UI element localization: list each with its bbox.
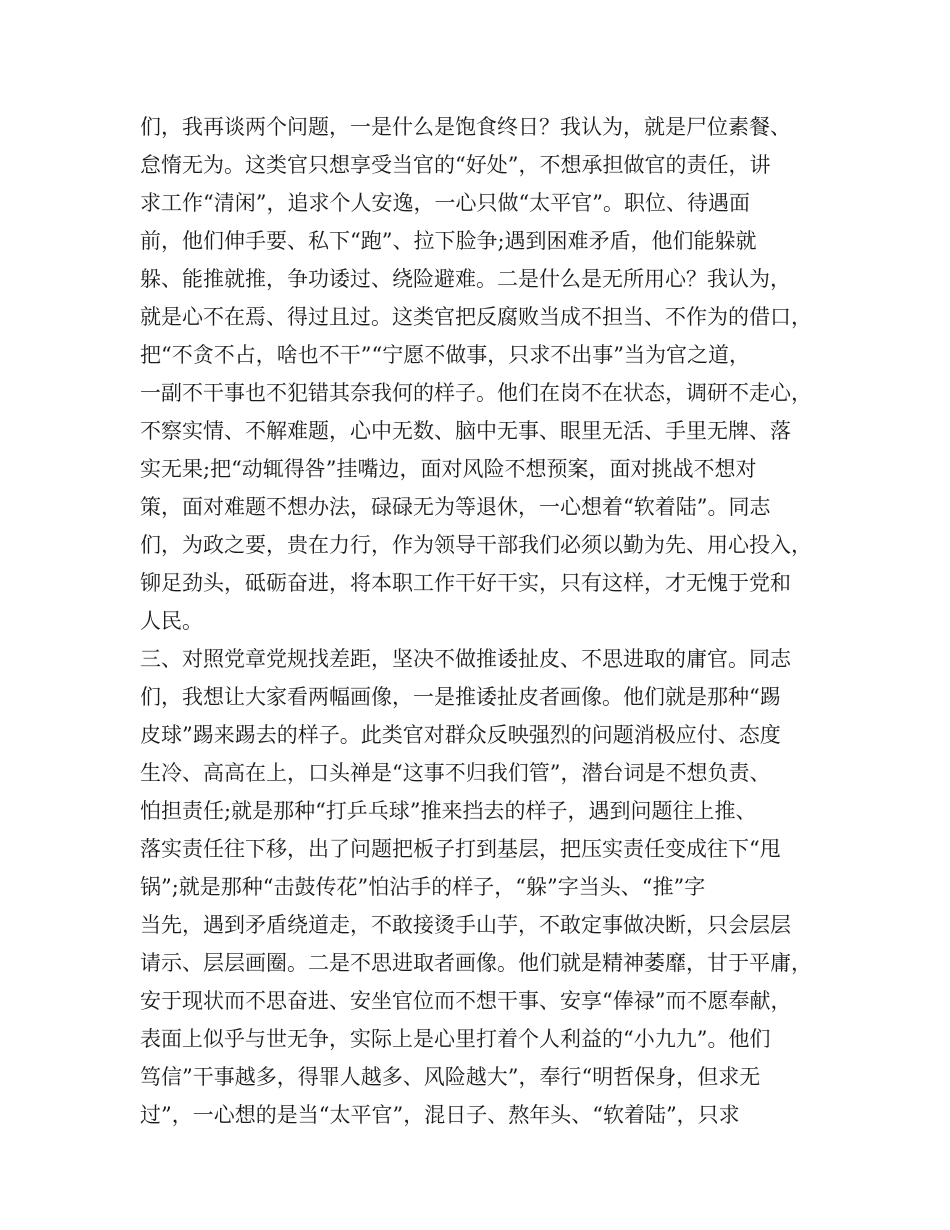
text-line: 请示、层层画圈。二是不思进取者画像。他们就是精神萎靡，甘于平庸， (140, 951, 812, 975)
text-line: 前，他们伸手要、私下“跑”、拉下脸争;遇到困难矛盾，他们能躲就 (140, 229, 757, 253)
text-line: 安于现状而不思奋进、安坐官位而不想干事、安享“俸禄”而不愿奉献， (140, 989, 792, 1013)
text-line: 当先，遇到矛盾绕道走，不敢接烫手山芋，不敢定事做决断，只会层层 (140, 913, 791, 937)
text-line: 笃信”干事越多，得罪人越多、风险越大”，奉行“明哲保身，但求无 (140, 1065, 761, 1089)
text-line: 就是心不在焉、得过且过。这类官把反腐败当成不担当、不作为的借口， (140, 305, 812, 329)
text-line: 皮球”踢来踢去的样子。此类官对群众反映强烈的问题消极应付、态度 (140, 723, 781, 747)
text-line: 人民。 (140, 609, 203, 633)
text-line: 们，我想让大家看两幅画像，一是推诿扯皮者画像。他们就是那种“踢 (140, 685, 781, 709)
text-line: 怠惰无为。这类官只想享受当官的“好处”，不想承担做官的责任，讲 (140, 153, 771, 177)
text-line: 铆足劲头，砥砺奋进，将本职工作干好干实，只有这样，才无愧于党和 (140, 571, 791, 595)
text-line: 们，我再谈两个问题，一是什么是饱食终日？我认为，就是尸位素餐、 (140, 115, 791, 139)
text-line: 落实责任往下移，出了问题把板子打到基层，把压实责任变成往下“甩 (140, 837, 781, 861)
text-line: 怕担责任;就是那种“打乒乓球”推来挡去的样子，遇到问题往上推、 (140, 799, 757, 823)
text-line: 实无果;把“动辄得咎”挂嘴边，面对风险不想预案，面对挑战不想对 (140, 457, 757, 481)
text-line: 不察实情、不解难题，心中无数、脑中无事、眼里无活、手里无牌、落 (140, 419, 791, 443)
text-line: 一副不干事也不犯错其奈我何的样子。他们在岗不在状态，调研不走心， (140, 381, 812, 405)
text-line: 把“不贪不占，啥也不干”“宁愿不做事，只求不出事”当为官之道， (140, 343, 750, 367)
text-line: 策，面对难题不想办法，碌碌无为等退休，一心想着“软着陆”。同志 (140, 495, 771, 519)
text-line: 表面上似乎与世无争，实际上是心里打着个人利益的“小九九”。他们 (140, 1027, 771, 1051)
document-body (140, 108, 820, 1134)
text-line: 躲、能推就推，争功诿过、绕险避难。二是什么是无所用心？我认为， (140, 267, 791, 291)
text-line: 过”，一心想的是当“太平官”，混日子、熬年头、“软着陆”，只求 (140, 1103, 740, 1127)
text-line: 锅”;就是那种“击鼓传花”怕沾手的样子，“躲”字当头、“推”字 (140, 875, 706, 899)
text-line: 们，为政之要，贵在力行，作为领导干部我们必须以勤为先、用心投入， (140, 533, 812, 557)
text-line: 生冷、高高在上，口头禅是“这事不归我们管”，潜台词是不想负责、 (140, 761, 771, 785)
section-heading-line: 三、对照党章党规找差距，坚决不做推诿扯皮、不思进取的庸官。同志 (140, 647, 791, 671)
text-line: 求工作“清闲”，追求个人安逸，一心只做“太平官”。职位、待遇面 (140, 191, 750, 215)
